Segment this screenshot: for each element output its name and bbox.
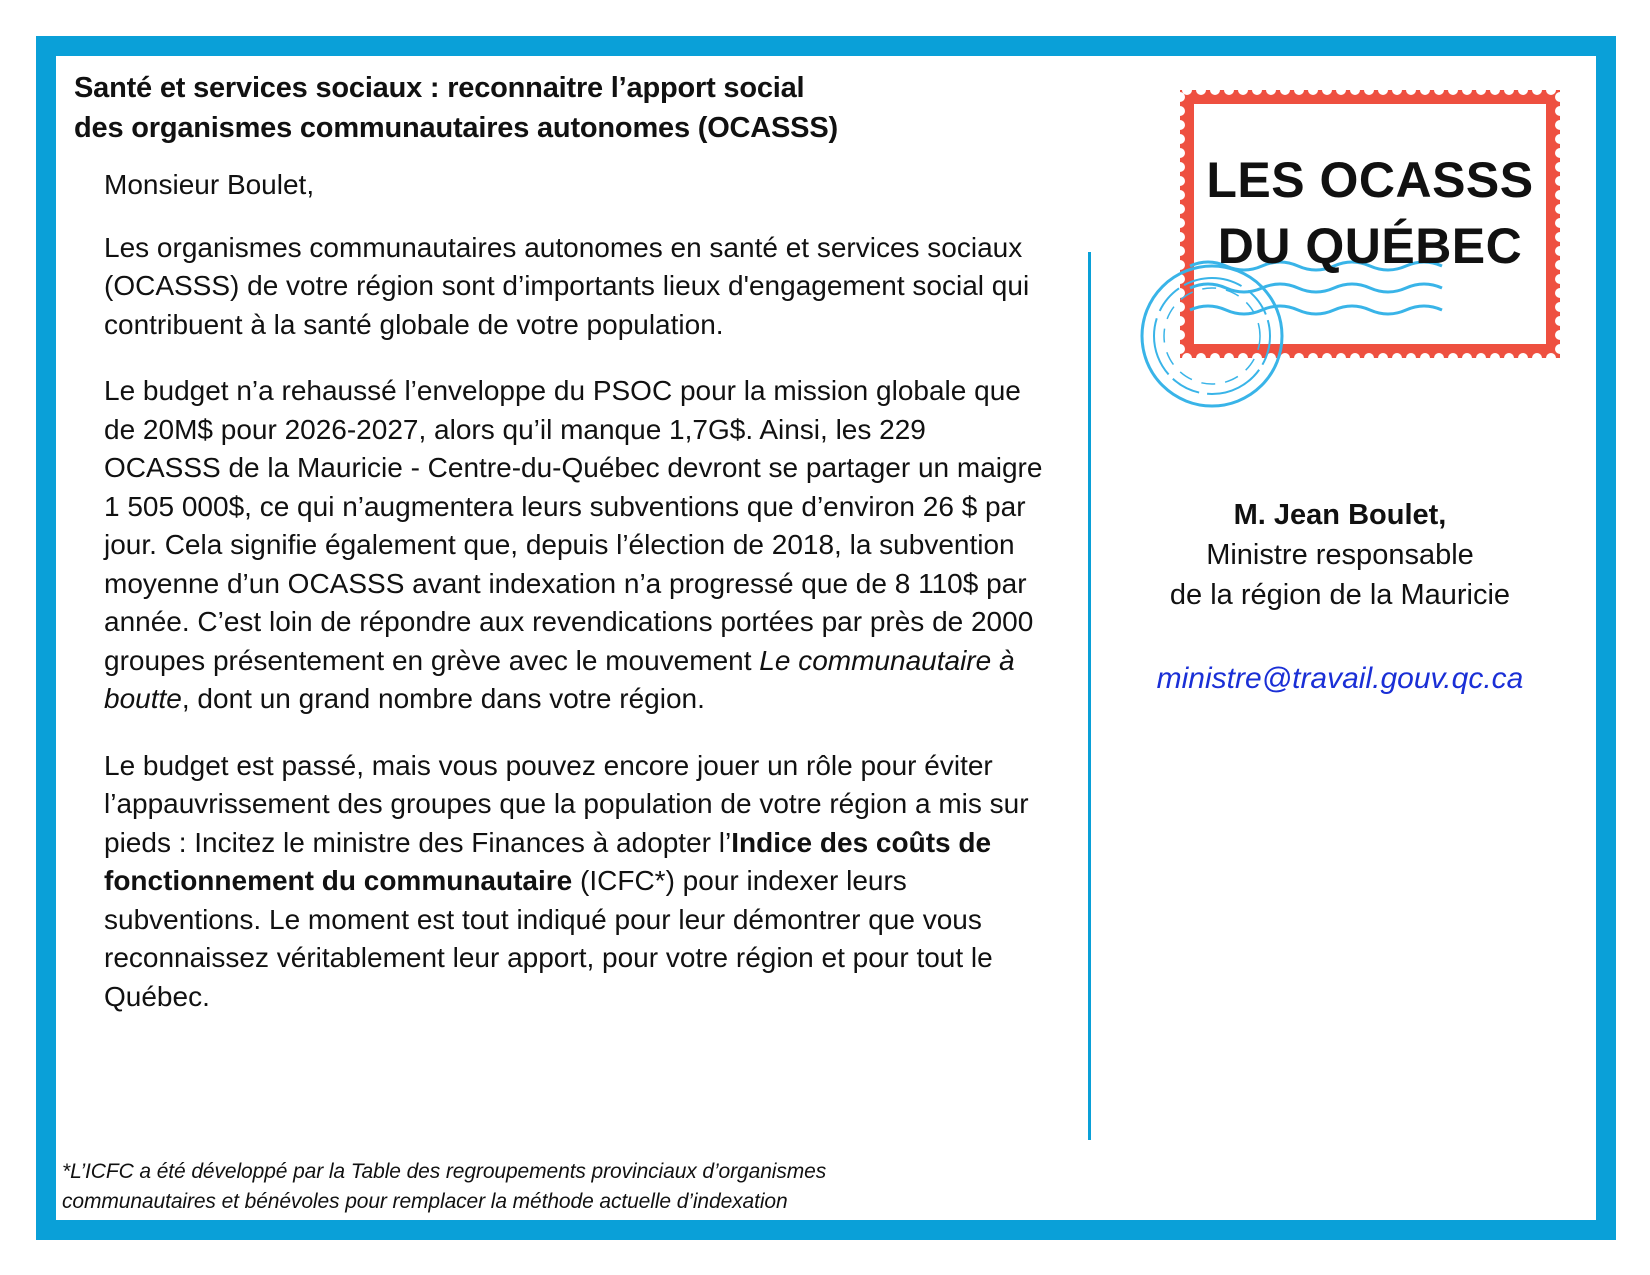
paragraph-2-text: Le budget n’a rehaussé l’enveloppe du PSOC pour la mission globale que de 20M$ pour 2026-2027, alors qu’il manque 1,7G$. Ainsi, les 229 OCASSS de la Mauricie - Centre-du-Québec devront se partager un maigre 1 505 000$, ce qui n’augmentera leurs subventions que d’environ 26 $ par jour. Cela signifie également que, depuis l’élection de 2018, la subvention moyenne d’un OCASSS avant indexation n’a progressé que de 8 110$ par année. C’est loin de répondre aux revendications portées par près de 2000 groupes présentement en grève avec le mouvement <box>104 375 1043 676</box>
footnote-line-1: *L’ICFC a été développé par la Table des regroupements provinciaux d’organismes <box>62 1160 827 1183</box>
footnote <box>62 1157 962 1217</box>
paragraph-2 <box>104 372 1044 719</box>
stamp-title-line-1: LES OCASSS <box>1206 152 1534 208</box>
headline <box>74 68 954 148</box>
recipient-title-line-2: de la région de la Mauricie <box>1169 579 1511 611</box>
headline-line-2: des organismes communautaires autonomes (OCASSS) <box>74 112 838 144</box>
paragraph-3-start: Le budget est passé, mais vous pouvez encore jouer un rôle pour éviter l’appauvrissement des groupes que la population de votre région a mis sur pieds : Incitez le ministre des Finances à adopter l’ <box>104 749 1029 858</box>
recipient-email-link[interactable]: ministre@travail.gouv.qc.ca <box>1156 662 1524 695</box>
postage-stamp <box>1130 82 1570 417</box>
movement-name: Le communautaire à boutte <box>104 644 1015 714</box>
vertical-divider <box>1088 252 1091 1140</box>
recipient-name: M. Jean Boulet, <box>1233 499 1447 531</box>
stamp-title <box>1190 147 1550 279</box>
recipient-address <box>1120 495 1560 699</box>
paragraph-3 <box>104 747 1044 1017</box>
paragraph-3-end: (ICFC*) pour indexer leurs subventions. Le moment est tout indiqué pour leur démontrer que vous reconnaissez véritablement leur apport, pour votre région et pour tout le Québec. <box>104 865 993 1012</box>
paragraph-2-end: , dont un grand nombre dans votre région. <box>181 683 705 714</box>
salutation: Monsieur Boulet, <box>104 169 315 200</box>
recipient-title-line-1: Ministre responsable <box>1206 539 1474 571</box>
paragraph-1: Les organismes communautaires autonomes en santé et services sociaux (OCASSS) de votre région sont d’importants lieux d'engagement social qui contribuent à la santé globale de votre population. <box>104 231 1030 340</box>
stamp-title-line-2: DU QUÉBEC <box>1217 218 1523 274</box>
headline-line-1: Santé et services sociaux : reconnaitre l’apport social <box>74 72 805 104</box>
letter-body <box>104 166 1044 1016</box>
index-name: Indice des coûts de fonctionnement du communautaire <box>104 826 992 896</box>
footnote-line-2: communautaires et bénévoles pour remplacer la méthode actuelle d’indexation <box>62 1190 788 1213</box>
